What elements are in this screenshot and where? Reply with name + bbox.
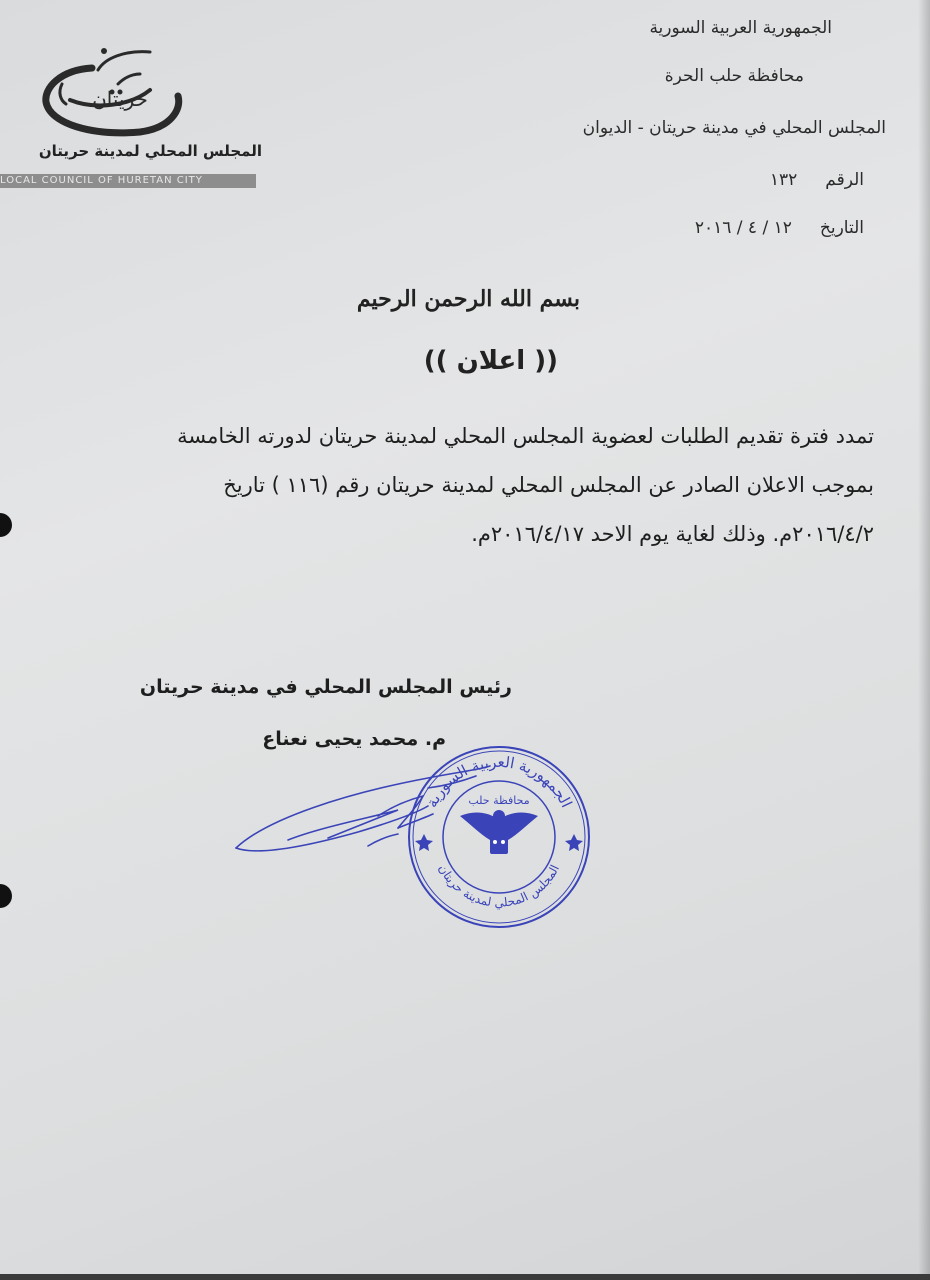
stamp-inner-text: محافظة حلب [468, 794, 530, 807]
announcement-body [44, 412, 874, 559]
header-date [695, 218, 864, 238]
date-value: ١٢ / ٤ / ٢٠١٦ [694, 218, 792, 238]
official-stamp [404, 742, 594, 932]
body-line: ٢٠١٦/٤/٢م. وذلك لغاية يوم الاحد ٢٠١٦/٤/١٧م. [471, 522, 874, 546]
header-governorate: محافظة حلب الحرة [664, 66, 804, 86]
basmala: بسم الله الرحمن الرحيم [356, 286, 580, 312]
logo-english-name: LOCAL COUNCIL OF HURETAN CITY [0, 174, 256, 188]
header-council: المجلس المحلي في مدينة حريتان - الديوان [582, 118, 886, 138]
punch-hole-bottom [0, 884, 12, 908]
page-bottom-edge [0, 1274, 930, 1280]
number-label: الرقم [825, 170, 864, 190]
date-label: التاريخ [819, 218, 864, 238]
number-value: ١٣٢ [769, 170, 798, 190]
header-country: الجمهورية العربية السورية [649, 18, 832, 38]
body-line: بموجب الاعلان الصادر عن المجلس المحلي لمدينة حريتان رقم (١١٦ ) تاريخ [223, 473, 874, 497]
stamp-bottom-text: المجلس المحلي لمدينة حريتان [435, 862, 563, 910]
signatory-name: م. محمد يحيى نعناع [262, 728, 446, 750]
announcement-title: (( اعلان )) [423, 346, 558, 376]
stamp-outer-text: الجمهورية العربية السورية [422, 752, 576, 811]
header-reference-number [770, 170, 864, 190]
logo-script-text: حريتان [92, 87, 148, 111]
logo-arabic-name: المجلس المحلي لمدينة حريتان [38, 142, 262, 160]
stamp-eagle-emblem [460, 810, 538, 854]
page-edge-shadow [918, 0, 930, 1280]
body-line: تمدد فترة تقديم الطلبات لعضوية المجلس المحلي لمدينة حريتان لدورته الخامسة [177, 424, 874, 448]
signatory-title: رئيس المجلس المحلي في مدينة حريتان [139, 676, 512, 698]
punch-hole-top [0, 513, 12, 537]
